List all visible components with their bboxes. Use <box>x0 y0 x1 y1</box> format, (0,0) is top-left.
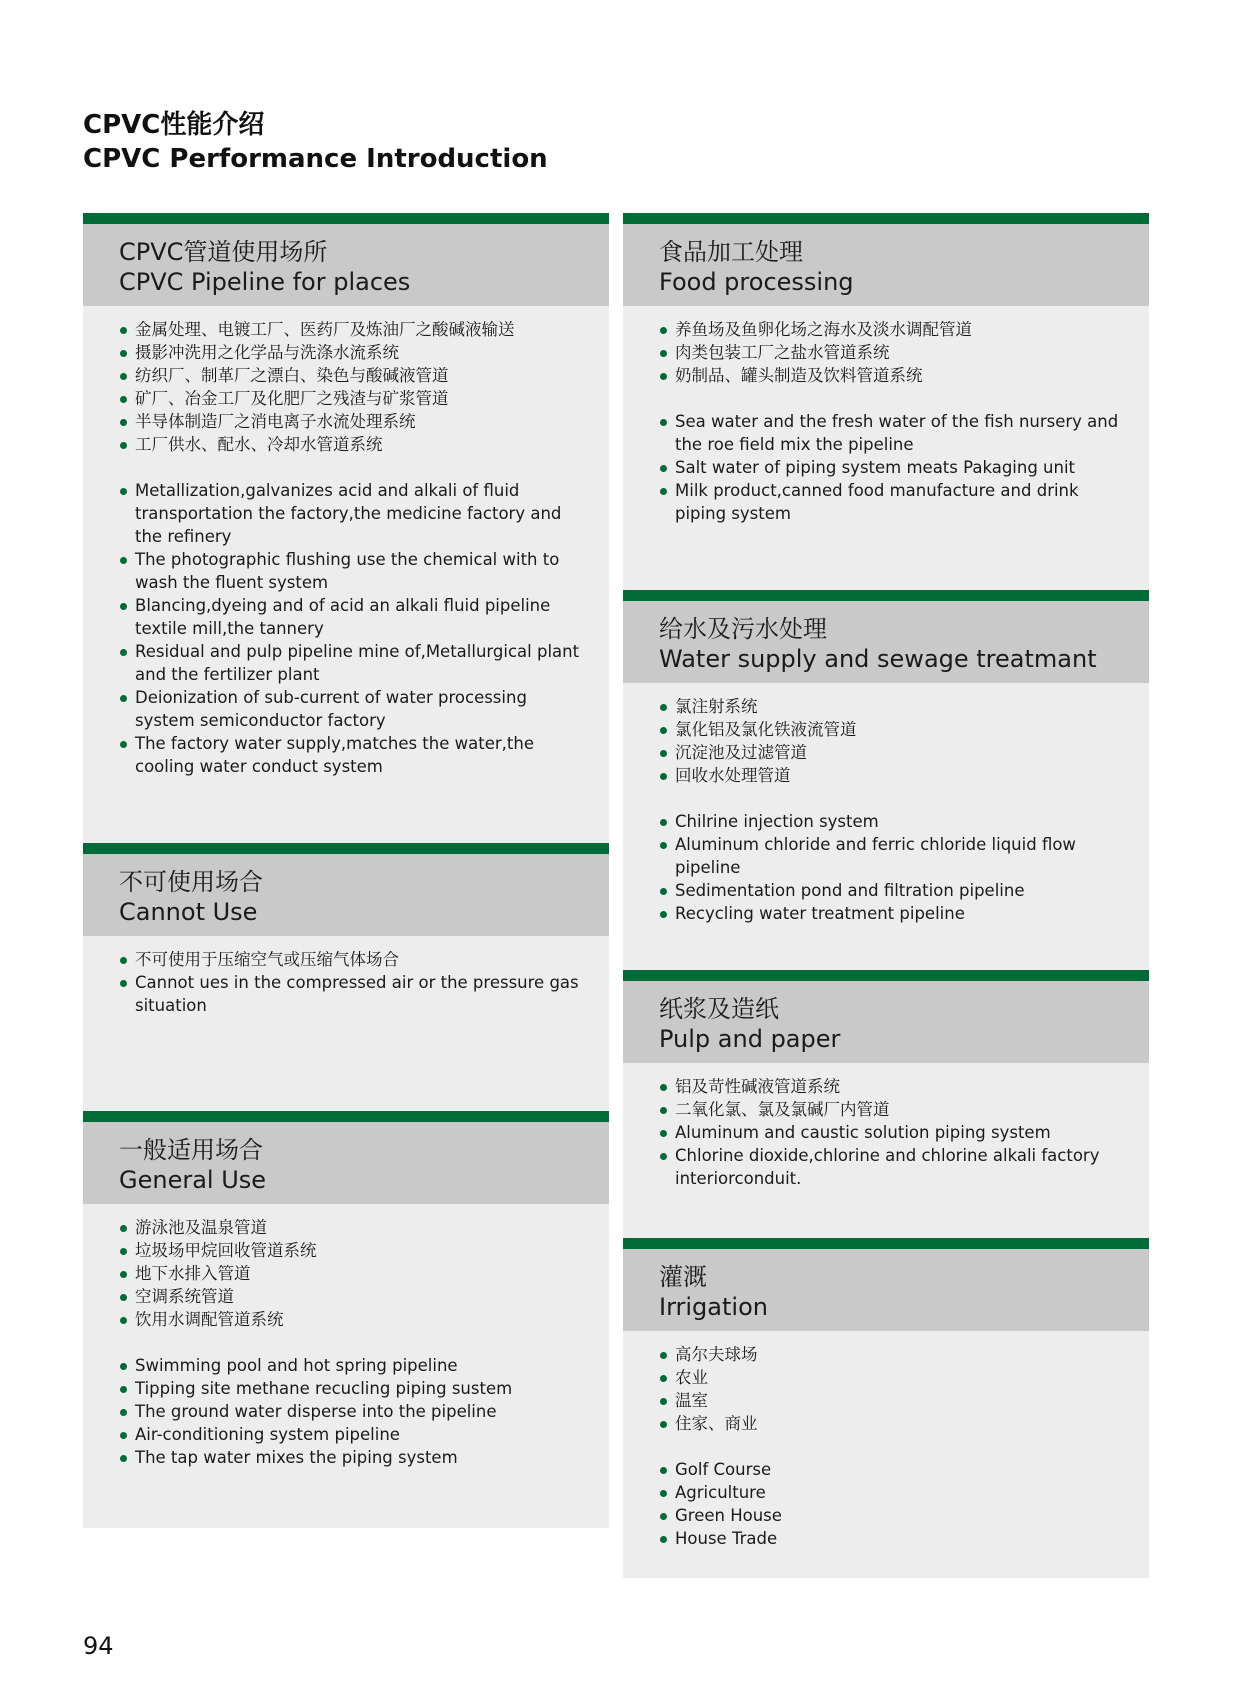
panel-body <box>623 1063 1149 1190</box>
list-item: Air-conditioning system pipeline <box>119 1423 589 1446</box>
page-number: 94 <box>83 1632 114 1660</box>
list-en <box>659 810 1129 925</box>
list-item: House Trade <box>659 1527 1129 1550</box>
list-item: 金属处理、电镀工厂、医药厂及炼油厂之酸碱液输送 <box>119 318 589 341</box>
list-item: Sea water and the fresh water of the fish nursery and the roe field mix the pipeline <box>659 410 1129 456</box>
left-column <box>83 213 609 1528</box>
list-item: Residual and pulp pipeline mine of,Metallurgical plant and the fertilizer plant <box>119 640 589 686</box>
list-item: 沉淀池及过滤管道 <box>659 741 1129 764</box>
panel-title-en: Cannot Use <box>119 898 258 926</box>
accent-bar <box>623 213 1149 224</box>
list-item: 氯注射系统 <box>659 695 1129 718</box>
page-title-cn: CPVC性能介绍 <box>83 110 265 140</box>
panel-body <box>83 936 609 1017</box>
panel-title-cn: 一般适用场合 <box>119 1136 263 1164</box>
list-item: 铝及苛性碱液管道系统 <box>659 1075 1129 1098</box>
list-item: Sedimentation pond and filtration pipeline <box>659 879 1129 902</box>
panel-title-en: Food processing <box>659 268 854 296</box>
panel-title-en: Irrigation <box>659 1293 768 1321</box>
list-cn <box>659 1343 1129 1435</box>
panel-food-processing <box>623 213 1149 590</box>
panel-header <box>623 601 1149 683</box>
panel-body <box>83 306 609 778</box>
list-item: Chlorine dioxide,chlorine and chlorine alkali factory interiorconduit. <box>659 1144 1129 1190</box>
list-item: 不可使用于压缩空气或压缩气体场合 <box>119 948 589 971</box>
list-en <box>119 1354 589 1469</box>
panel-body <box>623 683 1149 925</box>
page-title-en: CPVC Performance Introduction <box>83 144 548 174</box>
accent-bar <box>623 590 1149 601</box>
panel-header <box>623 1249 1149 1331</box>
list-item: 回收水处理管道 <box>659 764 1129 787</box>
panel-title-cn: 灌溉 <box>659 1263 707 1291</box>
panel-body <box>623 306 1149 525</box>
panel-places <box>83 213 609 843</box>
list-item: 奶制品、罐头制造及饮料管道系统 <box>659 364 1129 387</box>
list-item: 矿厂、冶金工厂及化肥厂之残渣与矿浆管道 <box>119 387 589 410</box>
list-item: Golf Course <box>659 1458 1129 1481</box>
panel-pulp-paper <box>623 970 1149 1238</box>
list-cn <box>119 1216 589 1331</box>
list-item: 高尔夫球场 <box>659 1343 1129 1366</box>
panel-body <box>83 1204 609 1469</box>
list-item: Cannot ues in the compressed air or the pressure gas situation <box>119 971 589 1017</box>
list-item: 游泳池及温泉管道 <box>119 1216 589 1239</box>
list-item: 氯化铝及氯化铁液流管道 <box>659 718 1129 741</box>
panel-title-en: Pulp and paper <box>659 1025 841 1053</box>
panel-title-cn: 不可使用场合 <box>119 868 263 896</box>
list-item: 地下水排入管道 <box>119 1262 589 1285</box>
accent-bar <box>83 213 609 224</box>
accent-bar <box>83 1111 609 1122</box>
panel-title-cn: 给水及污水处理 <box>659 615 827 643</box>
page-title <box>83 108 548 176</box>
list-item: Milk product,canned food manufacture and drink piping system <box>659 479 1129 525</box>
list-item: 空调系统管道 <box>119 1285 589 1308</box>
list-item: 饮用水调配管道系统 <box>119 1308 589 1331</box>
list-cn <box>659 1075 1129 1121</box>
list-item: The factory water supply,matches the water,the cooling water conduct system <box>119 732 589 778</box>
list-en <box>119 971 589 1017</box>
panel-header <box>83 854 609 936</box>
accent-bar <box>623 1238 1149 1249</box>
list-item: Aluminum chloride and ferric chloride liquid flow pipeline <box>659 833 1129 879</box>
list-item: 纺织厂、制革厂之漂白、染色与酸碱液管道 <box>119 364 589 387</box>
list-item: Aluminum and caustic solution piping system <box>659 1121 1129 1144</box>
panel-general-use <box>83 1111 609 1528</box>
list-cn <box>119 318 589 456</box>
list-cn <box>659 695 1129 787</box>
panel-body <box>623 1331 1149 1550</box>
panel-title-en: Water supply and sewage treatmant <box>659 645 1097 673</box>
list-item: 摄影冲洗用之化学品与洗涤水流系统 <box>119 341 589 364</box>
panel-header <box>623 224 1149 306</box>
list-item: The photographic flushing use the chemical with to wash the fluent system <box>119 548 589 594</box>
list-item: 住家、商业 <box>659 1412 1129 1435</box>
list-item: 二氧化氯、氯及氯碱厂内管道 <box>659 1098 1129 1121</box>
right-column <box>623 213 1149 1578</box>
list-item: The tap water mixes the piping system <box>119 1446 589 1469</box>
list-item: 养鱼场及鱼卵化场之海水及淡水调配管道 <box>659 318 1129 341</box>
panel-title-cn: 食品加工处理 <box>659 238 803 266</box>
panel-title-cn: 纸浆及造纸 <box>659 995 779 1023</box>
accent-bar <box>83 843 609 854</box>
accent-bar <box>623 970 1149 981</box>
list-en <box>659 1121 1129 1190</box>
list-item: 温室 <box>659 1389 1129 1412</box>
list-item: Tipping site methane recucling piping sustem <box>119 1377 589 1400</box>
panel-title-en: CPVC Pipeline for places <box>119 268 411 296</box>
list-cn <box>659 318 1129 387</box>
list-item: Agriculture <box>659 1481 1129 1504</box>
list-item: Chilrine injection system <box>659 810 1129 833</box>
list-cn <box>119 948 589 971</box>
list-item: Green House <box>659 1504 1129 1527</box>
list-item: Deionization of sub-current of water processing system semiconductor factory <box>119 686 589 732</box>
list-item: Blancing,dyeing and of acid an alkali fluid pipeline textile mill,the tannery <box>119 594 589 640</box>
list-en <box>659 1458 1129 1550</box>
list-item: The ground water disperse into the pipeline <box>119 1400 589 1423</box>
panel-cannot-use <box>83 843 609 1111</box>
panel-title-cn: CPVC管道使用场所 <box>119 238 328 266</box>
panel-water-supply <box>623 590 1149 970</box>
list-item: 半导体制造厂之消电离子水流处理系统 <box>119 410 589 433</box>
panel-title-en: General Use <box>119 1166 267 1194</box>
list-en <box>659 410 1129 525</box>
list-item: Metallization,galvanizes acid and alkali of fluid transportation the factory,the medicine factory and the refinery <box>119 479 589 548</box>
panel-header <box>623 981 1149 1063</box>
panel-header <box>83 1122 609 1204</box>
panel-irrigation <box>623 1238 1149 1578</box>
list-item: 农业 <box>659 1366 1129 1389</box>
list-item: 垃圾场甲烷回收管道系统 <box>119 1239 589 1262</box>
list-item: 工厂供水、配水、冷却水管道系统 <box>119 433 589 456</box>
list-en <box>119 479 589 778</box>
list-item: Recycling water treatment pipeline <box>659 902 1129 925</box>
list-item: Swimming pool and hot spring pipeline <box>119 1354 589 1377</box>
panel-header <box>83 224 609 306</box>
list-item: Salt water of piping system meats Pakaging unit <box>659 456 1129 479</box>
list-item: 肉类包装工厂之盐水管道系统 <box>659 341 1129 364</box>
